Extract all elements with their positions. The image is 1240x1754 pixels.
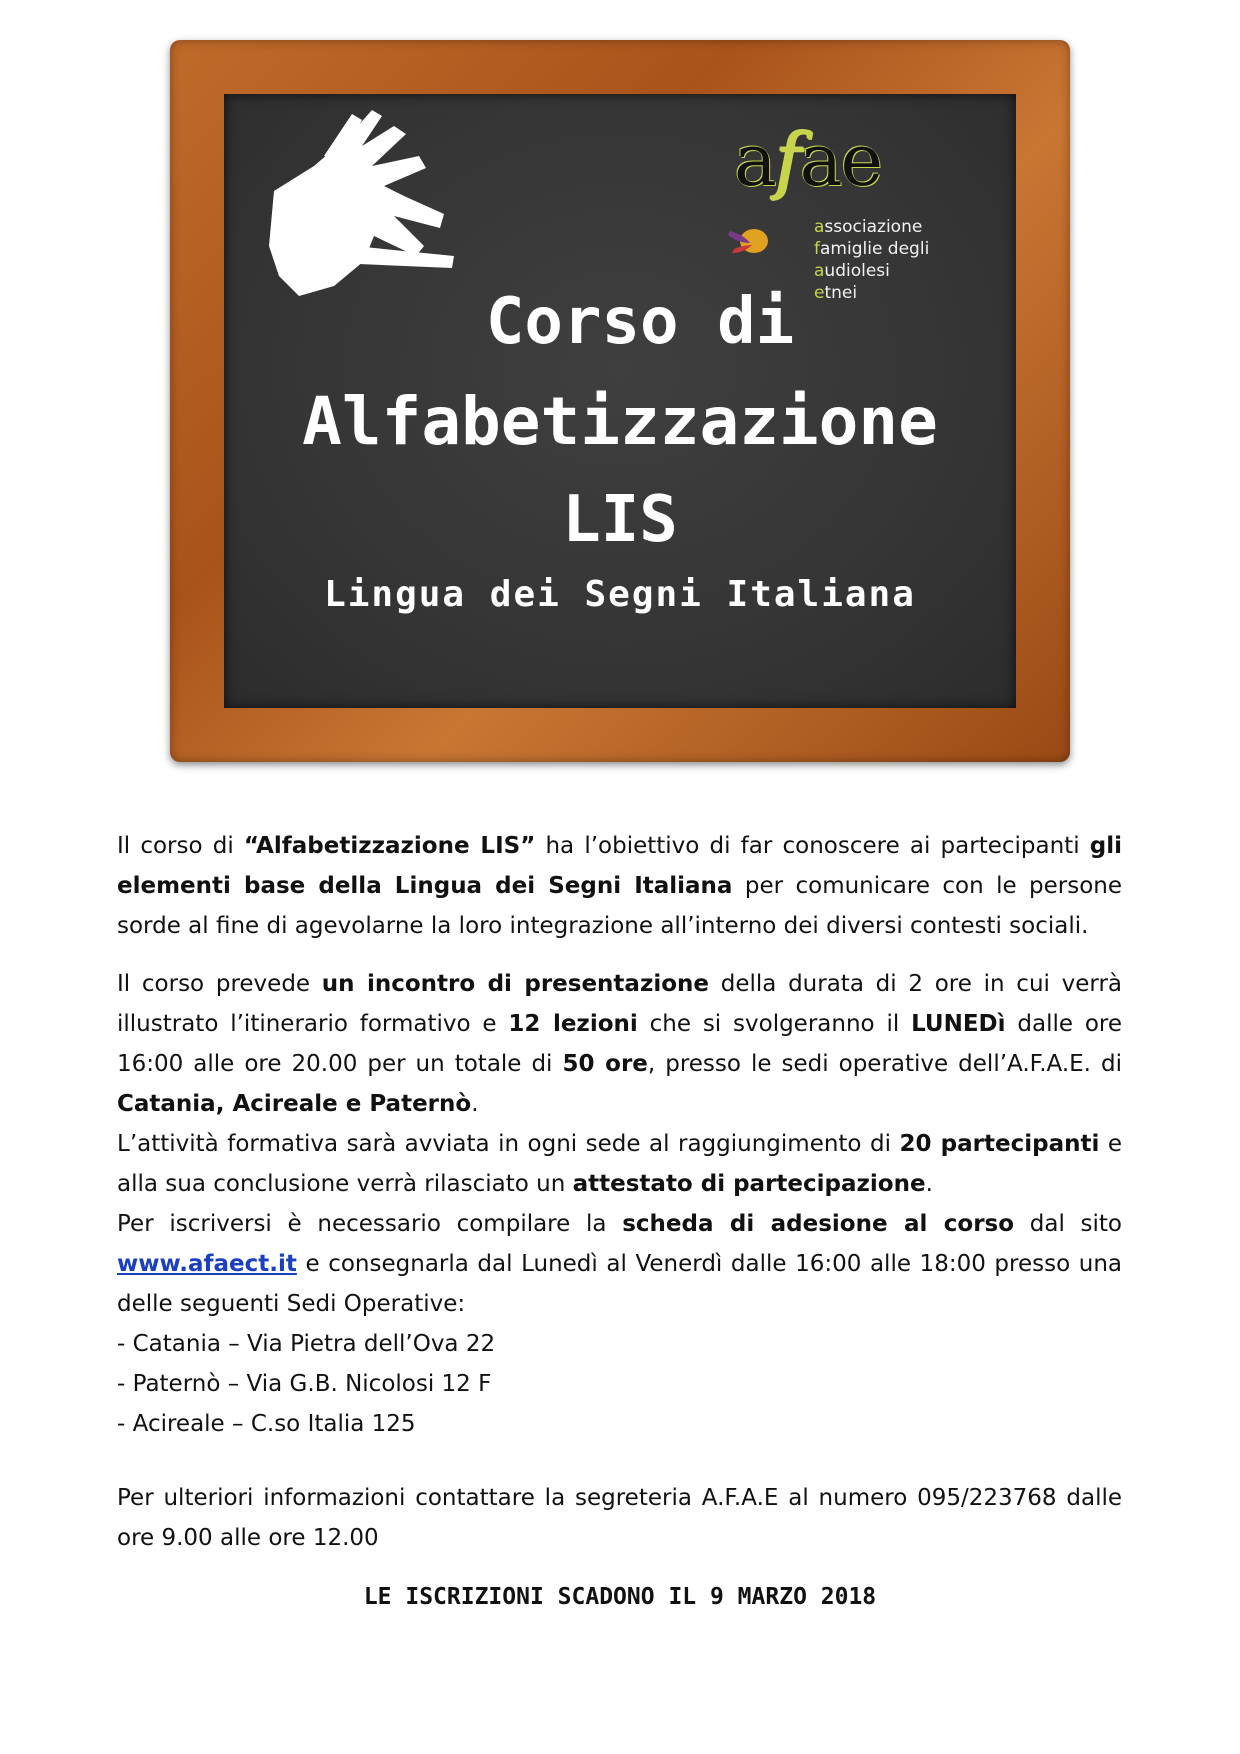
title-line-3: LIS (562, 483, 678, 557)
paragraph-schedule: Il corso prevede un incontro di presentazione della durata di 2 ore in cui verrà illustrato l’itinerario formativo e 12 lezioni che si svolgeranno il LUNEDì dalle ore 16:00 alle ore 20.00 per un totale di 50 ore, presso le sedi operative dell’A.F.A.E. di Catania, Acireale e Paternò. (117, 971, 1123, 1117)
course-description (117, 826, 1122, 1558)
title-line-2: Alfabetizzazione (302, 383, 938, 460)
paragraph-contact: Per ulteriori informazioni contattare la segreteria A.F.A.E al numero 095/223768 dalle ore 9.00 alle ore 12.00 (117, 1485, 1122, 1551)
board-subtitle: Lingua dei Segni Italiana (324, 574, 916, 615)
title-line-1: Corso di (485, 285, 795, 359)
paragraph-objective: Il corso di “Alfabetizzazione LIS” ha l’obiettivo di far conoscere ai partecipanti gli elementi base della Lingua dei Segni Italiana per comunicare con le persone sorde al fine di agevolarne la loro integrazione all’interno dei diversi contesti sociali. (117, 833, 1123, 939)
chalkboard-frame (170, 40, 1070, 762)
list-item-paterno: - Paternò – Via G.B. Nicolosi 12 F (117, 1371, 492, 1397)
spacer (117, 1444, 1122, 1478)
butterfly-icon (724, 219, 774, 259)
registration-deadline: LE ISCRIZIONI SCADONO IL 9 MARZO 2018 (363, 1584, 877, 1610)
afae-logo (724, 118, 964, 303)
afae-logo-word: afae (734, 118, 882, 202)
afae-logo-text: associazione famiglie degli audiolesi etnei (814, 217, 930, 303)
chalkboard (224, 94, 1016, 708)
paragraph-registration: Per iscriversi è necessario compilare la scheda di adesione al corso dal sito www.afaect.it e consegnarla dal Lunedì al Venerdì dalle 16:00 alle 18:00 presso una delle seguenti Sedi Operative: (117, 1211, 1123, 1317)
list-item-acireale: - Acireale – C.so Italia 125 (117, 1411, 416, 1437)
website-link[interactable]: www.afaect.it (117, 1251, 297, 1277)
paragraph-activation: L’attività formativa sarà avviata in ogni sede al raggiungimento di 20 partecipanti e alla sua conclusione verrà rilasciato un attestato di partecipazione. (117, 1131, 1122, 1197)
list-item-catania: - Catania – Via Pietra dell’Ova 22 (117, 1331, 496, 1357)
